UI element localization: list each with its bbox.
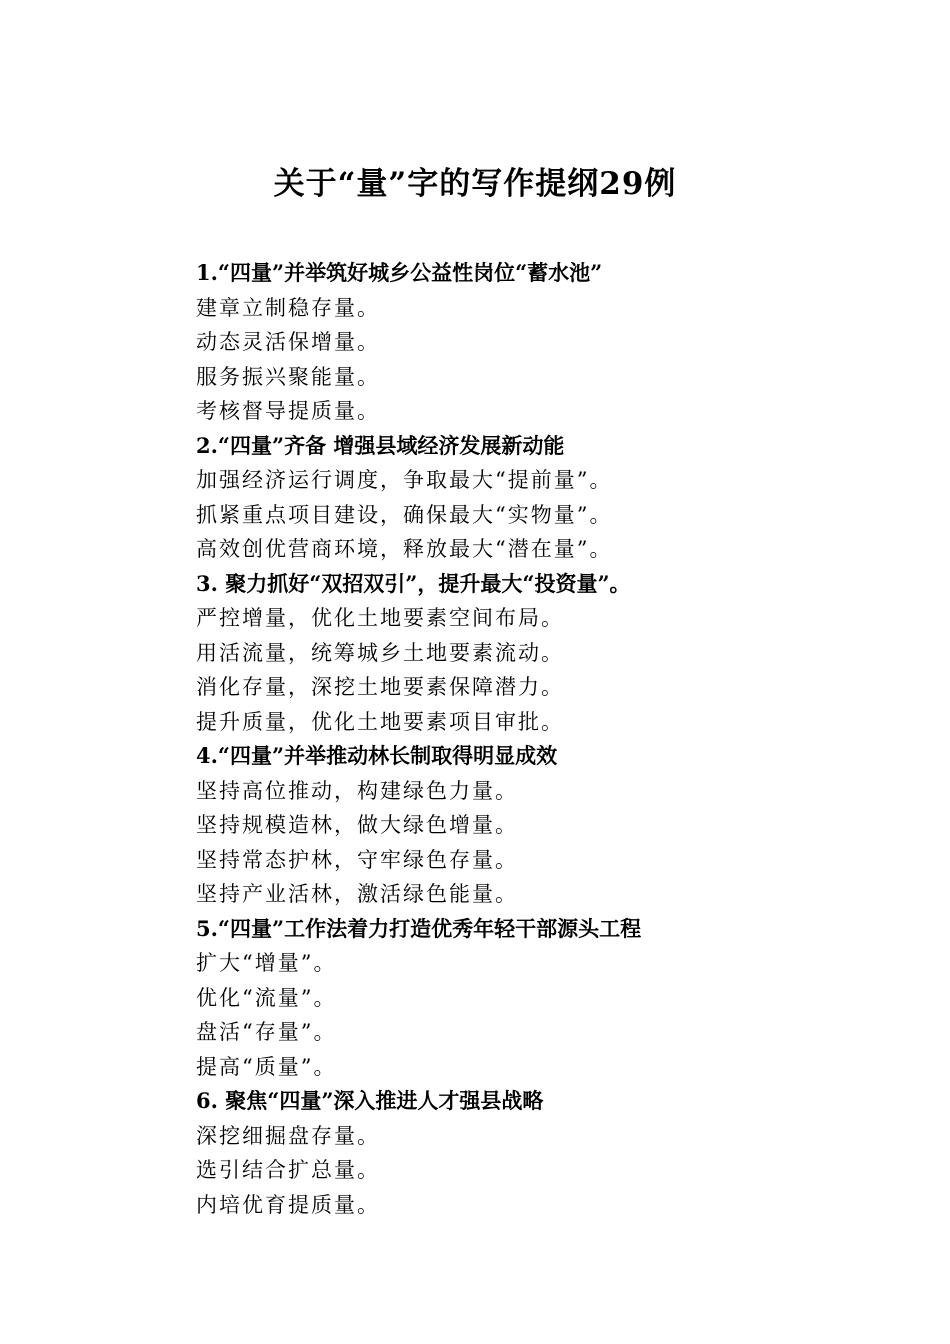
list-item: 消化存量，深挖土地要素保障潜力。 (196, 675, 564, 699)
document-body (196, 256, 916, 1222)
document-title: 关于“量”字的写作提纲29例 (273, 166, 677, 202)
section-2 (196, 429, 916, 567)
list-item: 提高“质量”。 (196, 1054, 337, 1079)
list-item: 用活流量，统筹城乡土地要素流动。 (196, 640, 564, 665)
list-item: 建章立制稳存量。 (196, 295, 380, 320)
section-6 (196, 1084, 916, 1222)
section-heading: 1.“四量”并举筑好城乡公益性岗位“蓄水池” (196, 260, 603, 285)
list-item: 扩大“增量”。 (196, 951, 337, 975)
list-item: 严控增量，优化土地要素空间布局。 (196, 606, 564, 630)
section-1 (196, 256, 916, 429)
section-heading: 5.“四量”工作法着力打造优秀年轻干部源头工程 (196, 915, 642, 941)
list-item: 优化“流量”。 (196, 985, 337, 1010)
section-5 (196, 912, 916, 1085)
list-item: 坚持常态护林，守牢绿色存量。 (196, 847, 518, 872)
section-heading: 3. 聚力抓好“双招双引”，提升最大“投资量”。 (196, 570, 631, 596)
list-item: 盘活“存量”。 (196, 1020, 337, 1044)
list-item: 加强经济运行调度，争取最大“提前量”。 (196, 468, 613, 492)
section-heading: 2.“四量”齐备 增强县域经济发展新动能 (196, 432, 565, 458)
list-item: 坚持高位推动，构建绿色力量。 (196, 778, 518, 803)
list-item: 考核督导提质量。 (196, 399, 380, 423)
list-item: 提升质量，优化土地要素项目审批。 (196, 709, 564, 734)
list-item: 动态灵活保增量。 (196, 330, 380, 354)
list-item: 高效创优营商环境，释放最大“潜在量”。 (196, 537, 613, 561)
list-item: 坚持产业活林，激活绿色能量。 (196, 882, 518, 906)
list-item: 深挖细掘盘存量。 (196, 1123, 380, 1148)
list-item: 选引结合扩总量。 (196, 1158, 380, 1182)
list-item: 坚持规模造林，做大绿色增量。 (196, 813, 518, 837)
section-heading: 4.“四量”并举推动林长制取得明显成效 (196, 743, 558, 768)
section-4 (196, 739, 916, 912)
section-heading: 6. 聚焦“四量”深入推进人才强县战略 (196, 1088, 544, 1113)
section-3 (196, 567, 916, 740)
list-item: 服务振兴聚能量。 (196, 364, 380, 389)
list-item: 抓紧重点项目建设，确保最大“实物量”。 (196, 502, 613, 527)
list-item: 内培优育提质量。 (196, 1192, 380, 1217)
